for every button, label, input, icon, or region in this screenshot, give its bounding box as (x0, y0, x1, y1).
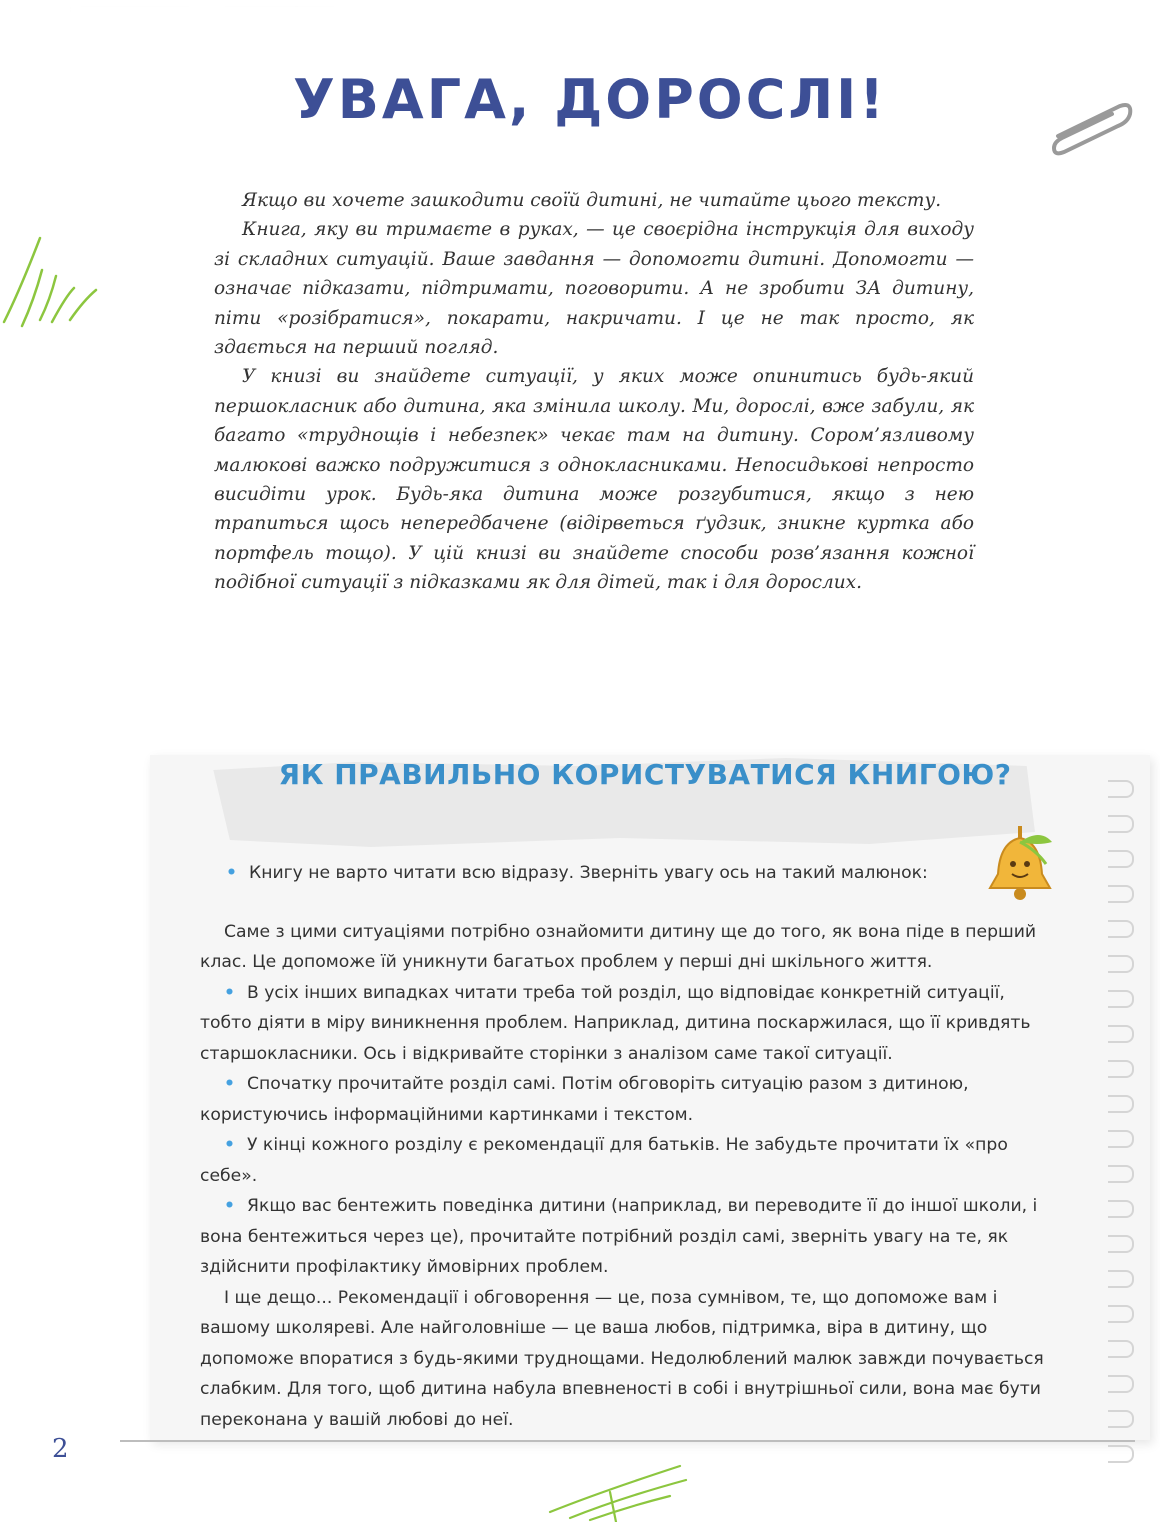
list-item: • У кінці кожного розділу є рекомендації для батьків. Не забудьте прочитати їх «про себе». (200, 1135, 1008, 1186)
list-item: • Якщо вас бентежить поведінка дитини (наприклад, ви переводите її до іншої школи, і вона бентежиться через це), прочитайте потрібний розділ самі, зверніть увагу на те, як здійснити профілактику ймовірних проблем. (200, 1196, 1038, 1277)
page-title: УВАГА, ДОРОСЛІ! (293, 68, 887, 131)
bullet-icon: • (224, 982, 235, 1003)
footer-rule (120, 1440, 1135, 1442)
bullet-icon: • (224, 1196, 235, 1216)
grass-scribble-bottom-icon (540, 1452, 690, 1522)
body-text (200, 858, 1052, 1435)
notebook-spiral (1102, 780, 1142, 1420)
list-item: • В усіх інших випадках читати треба той розділ, що відповідає конкретній ситуації, тобто діяти в міру виникнення проблем. Наприклад, дитина поскаржилася, що її кривдять старшокласники. Ось і відкривайте сторінки з аналізом саме такої ситуації. (200, 982, 1031, 1064)
bullet-icon: • (226, 863, 237, 883)
intro-paragraph: У книзі ви знайдете ситуації, у яких може опинитись будь-який першокласник або дитина, яка змінила школу. Ми, дорослі, вже забули, як багато «труднощів і небезпек» чекає там на дитину. Сором’язливому малюкові важко подружитися з однокласниками. Непосидькові непросто висидіти урок. Будь-яка дитина може розгубитися, якщо з нею трапиться щось непередбачене (відірветься ґудзик, зникне куртка або портфель тощо). У цій книзі ви знайдете способи розв’язання кожної подібної ситуації з підказками як для дітей, так і для дорослих. (214, 366, 974, 594)
list-item: • Спочатку прочитайте розділ самі. Потім обговоріть ситуацію разом з дитиною, користуючись інформаційними картинками і текстом. (200, 1074, 969, 1125)
list-item: • Книгу не варто читати всю відразу. Зверніть увагу ось на такий малюнок: (226, 863, 928, 883)
bullet-icon: • (224, 1135, 235, 1155)
body-paragraph: Саме з цими ситуаціями потрібно ознайомити дитину ще до того, як вона піде в перший клас. Це допоможе їй уникнути багатьох проблем у перші дні шкільного життя. (200, 921, 1037, 972)
intro-paragraph: Якщо ви хочете зашкодити своїй дитині, не читайте цього тексту. (242, 190, 942, 211)
page-number: 2 (52, 1434, 69, 1464)
intro-text (214, 186, 974, 598)
grass-scribble-icon (0, 230, 110, 330)
bullet-icon: • (224, 1074, 235, 1094)
intro-paragraph: Книга, яку ви тримаєте в руках, — це своєрідна інструкція для виходу зі складних ситуацій. Ваше завдання — допомогти дитині. Допомогти — означає підказати, підтримати, поговорити. А не зробити ЗА дитину, піти «розібратися», покарати, накричати. І це не так просто, як здається на перший погляд. (214, 219, 974, 359)
body-paragraph: І ще дещо... Рекомендації і обговорення — це, поза сумнівом, те, що допоможе вам і вашому школяреві. Але найголовніше — це ваша любов, підтримка, віра в дитину, що допоможе впоратися з будь-якими труднощами. Недолюблений малюк завжди почувається слабким. Для того, щоб дитина набула впевненості в собі і внутрішньої сили, вона має бути переконана у вашій любові до неї. (200, 1287, 1044, 1430)
section-subtitle: ЯК ПРАВИЛЬНО КОРИСТУВАТИСЯ КНИГОЮ? (278, 758, 1012, 791)
